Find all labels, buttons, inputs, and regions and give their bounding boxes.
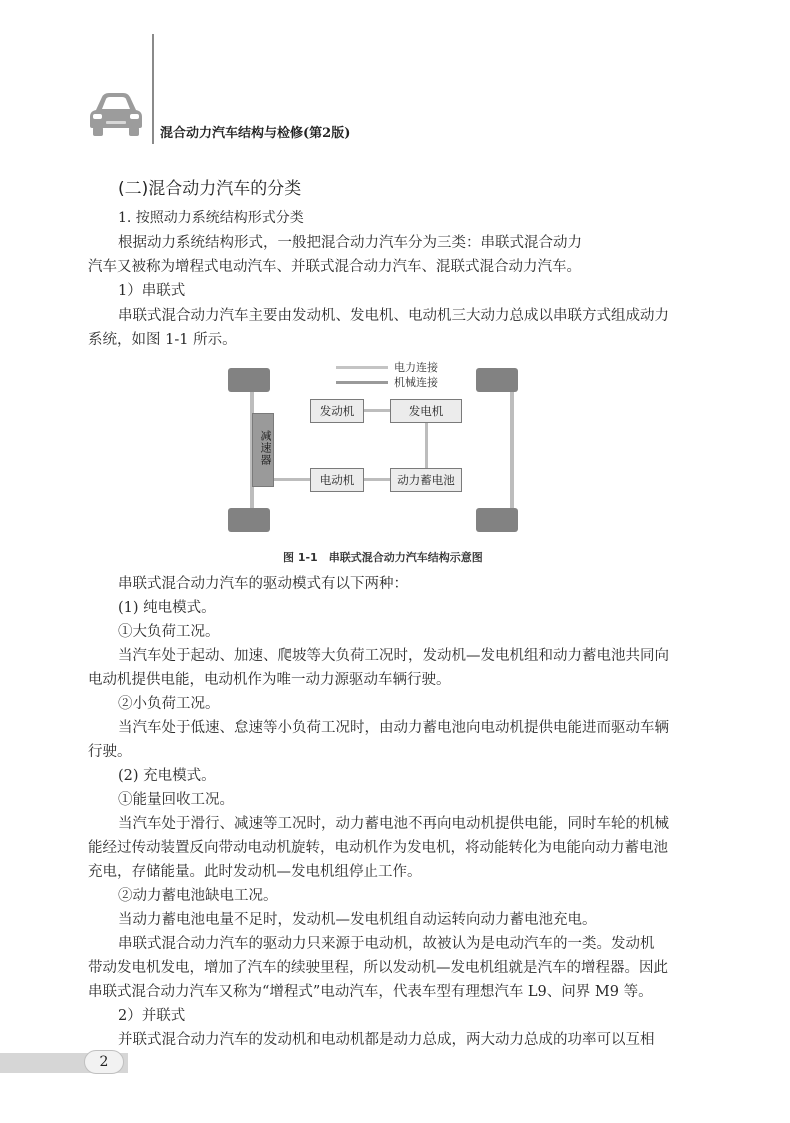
paragraph-line: 当汽车处于起动、加速、爬坡等大负荷工况时，发动机—发电机组和动力蓄电池共同向 — [118, 648, 669, 664]
list-item: (2) 充电模式。 — [118, 768, 216, 784]
car-icon — [86, 90, 146, 138]
paragraph-line: 能经过传动装置反向带动电动机旋转，电动机作为发电机，将动能转化为电能向动力蓄电池 — [88, 840, 668, 856]
wheel-front-left — [228, 368, 270, 392]
paragraph-line: 串联式混合动力汽车的驱动模式有以下两种： — [118, 576, 408, 592]
paragraph-line: 当汽车处于滑行、减速等工况时，动力蓄电池不再向电动机提供电能，同时车轮的机械 — [118, 816, 669, 832]
list-item: ②动力蓄电池缺电工况。 — [118, 888, 278, 904]
paragraph-line: 系统，如图 1-1 所示。 — [88, 332, 237, 348]
reducer-box — [252, 413, 274, 487]
legend-electric-line — [336, 366, 388, 369]
figure-caption: 图 1-1 串联式混合动力汽车结构示意图 — [283, 551, 483, 564]
list-item: (1) 纯电模式。 — [118, 600, 216, 616]
motor-reducer-link — [274, 478, 310, 481]
motor-battery-link — [364, 478, 390, 481]
paragraph-line: 串联式混合动力汽车的驱动力只来源于电动机，故被认为是电动汽车的一类。发动机 — [118, 936, 655, 952]
paragraph-line: 串联式混合动力汽车又称为“增程式”电动汽车，代表车型有理想汽车 L9、问界 M9 等。 — [88, 984, 653, 1000]
paragraph-line: 电动机提供电能，电动机作为唯一动力源驱动车辆行驶。 — [88, 672, 451, 688]
header-divider-line — [152, 34, 154, 144]
legend-mechanical-line — [336, 381, 388, 384]
generator-box: 发电机 — [390, 399, 462, 423]
paragraph-line: 当汽车处于低速、怠速等小负荷工况时，由动力蓄电池向电动机提供电能进而驱动车辆 — [118, 720, 669, 736]
subsection-heading: 1）串联式 — [118, 283, 186, 299]
paragraph-line: 汽车又被称为增程式电动汽车、并联式混合动力汽车、混联式混合动力汽车。 — [88, 259, 581, 275]
legend-mechanical-label: 机械连接 — [394, 376, 438, 389]
motor-box: 电动机 — [310, 468, 364, 492]
paragraph-line: 带动发电机发电，增加了汽车的续驶里程，所以发动机—发电机组就是汽车的增程器。因此 — [88, 960, 668, 976]
battery-box: 动力蓄电池 — [390, 468, 462, 492]
subsection-heading: 2）并联式 — [118, 1008, 186, 1024]
book-title: 混合动力汽车结构与检修(第2版) — [160, 126, 351, 141]
engine-box: 发动机 — [310, 399, 364, 423]
list-item: ①能量回收工况。 — [118, 792, 234, 808]
wheel-rear-left — [228, 508, 270, 532]
subsection-heading: 1. 按照动力系统结构形式分类 — [118, 210, 304, 226]
paragraph-line: 当动力蓄电池电量不足时，发动机—发电机组自动运转向动力蓄电池充电。 — [118, 912, 597, 928]
paragraph-line: 充电，存储能量。此时发动机—发电机组停止工作。 — [88, 864, 422, 880]
paragraph-line: 行驶。 — [88, 744, 132, 760]
wheel-front-right — [476, 368, 518, 392]
paragraph-line: 并联式混合动力汽车的发动机和电动机都是动力总成，两大动力总成的功率可以互相 — [118, 1032, 655, 1048]
section-title: (二)混合动力汽车的分类 — [118, 179, 302, 199]
reducer-label: 减速器 — [259, 430, 272, 466]
wheel-rear-right — [476, 508, 518, 532]
list-item: ①大负荷工况。 — [118, 624, 220, 640]
right-axle — [510, 390, 514, 510]
engine-generator-link — [364, 409, 390, 412]
paragraph-line: 串联式混合动力汽车主要由发动机、发电机、电动机三大动力总成以串联方式组成动力 — [118, 308, 669, 324]
page-number: 2 — [84, 1050, 124, 1074]
list-item: ②小负荷工况。 — [118, 696, 220, 712]
legend-electric-label: 电力连接 — [394, 361, 438, 374]
generator-battery-link — [425, 420, 428, 470]
paragraph-line: 根据动力系统结构形式，一般把混合动力汽车分为三类：串联式混合动力 — [118, 235, 582, 251]
series-hybrid-diagram — [226, 362, 528, 540]
